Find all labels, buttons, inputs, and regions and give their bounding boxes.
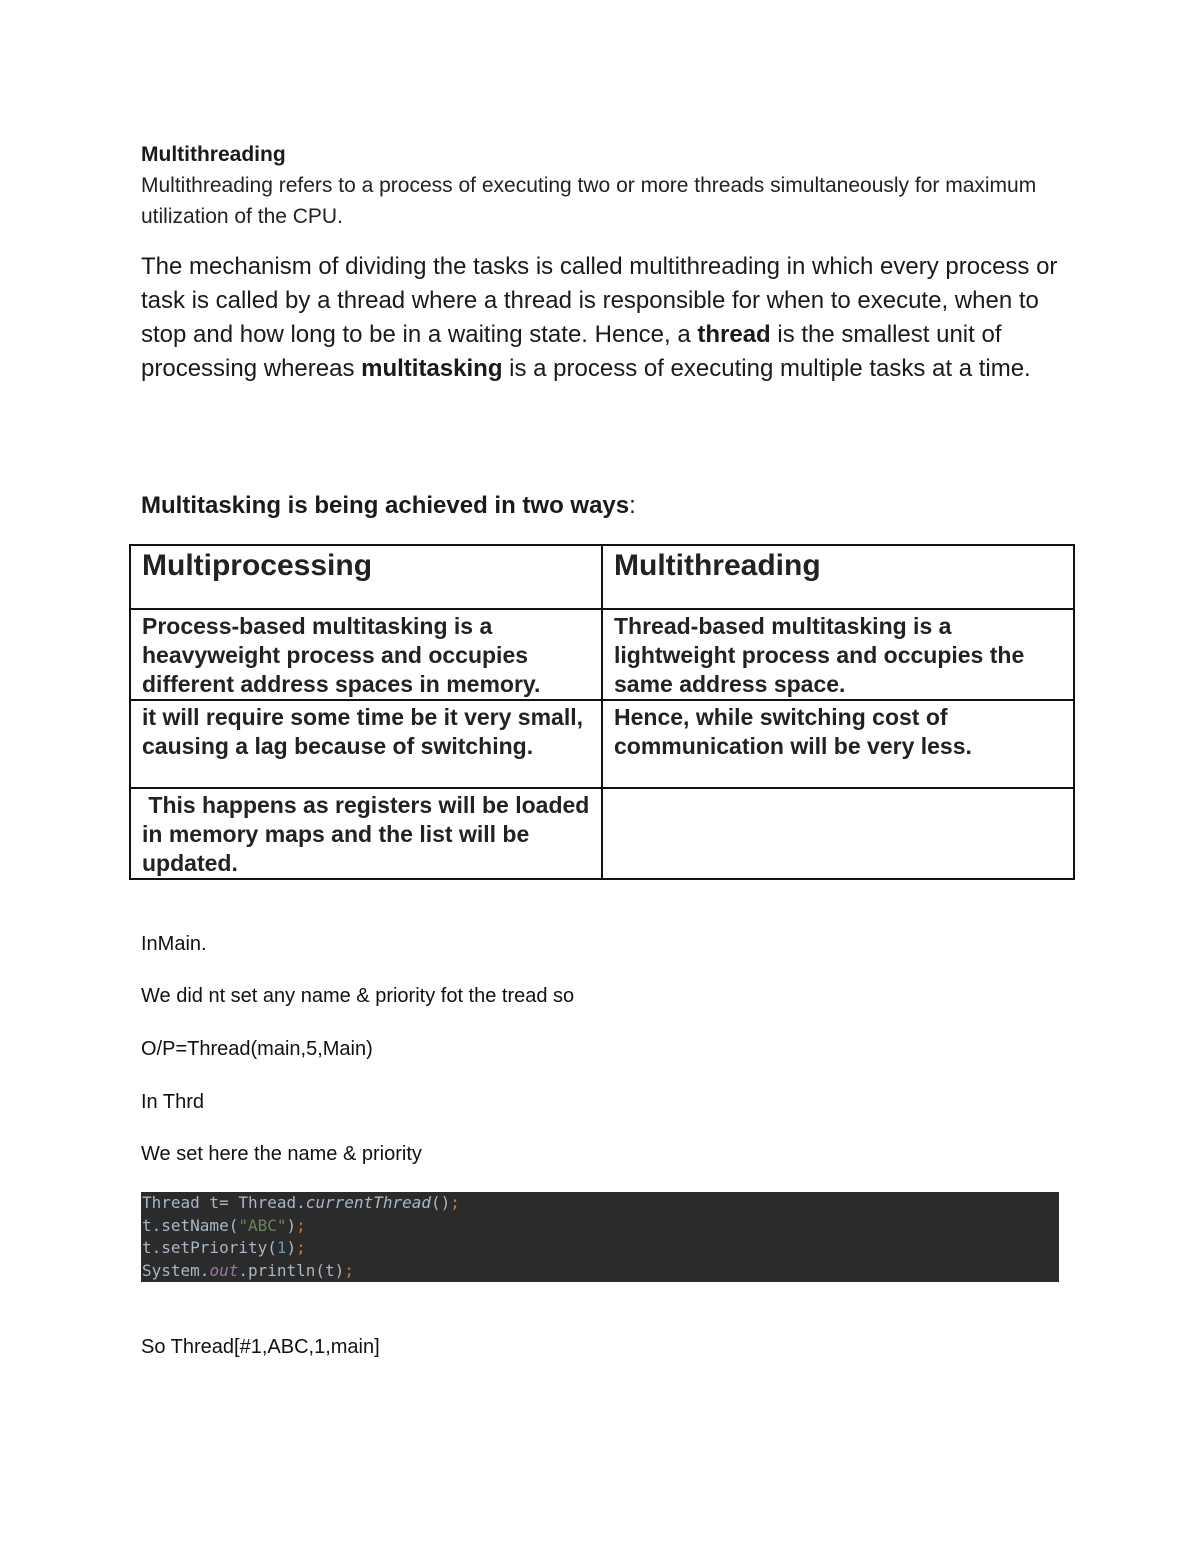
code-token: Thread t= Thread. <box>142 1193 306 1212</box>
intro-paragraph: Multithreading refers to a process of executing two or more threads simultaneously for maximum utilization of the CPU. <box>141 174 1037 228</box>
note-output: O/P=Thread(main,5,Main) <box>141 1038 373 1060</box>
table-row <box>130 609 1074 700</box>
table-cell: Thread-based multitasking is a lightweight process and occupies the same address space. <box>602 609 1074 700</box>
code-line-4 <box>141 1260 1059 1283</box>
code-block <box>141 1192 1059 1282</box>
code-line-1 <box>141 1192 1059 1215</box>
ways-heading <box>141 492 636 520</box>
code-token: t.setPriority( <box>142 1238 277 1257</box>
mechanism-text-1: The mechanism of dividing the tasks is called multithreading in which every process or task is called by a thread where a thread is responsible for when to execute, when to stop and how long to be in a waiting state. Hence, a <box>141 253 1058 348</box>
note-set-name-priority: We set here the name & priority <box>141 1143 422 1165</box>
code-line-3 <box>141 1237 1059 1260</box>
code-token: t.setName( <box>142 1215 239 1235</box>
code-token: 1 <box>276 1238 287 1257</box>
table-header-row <box>130 545 1074 609</box>
note-no-name-priority: We did nt set any name & priority fot the tread so <box>141 985 575 1007</box>
note-in-thrd: In Thrd <box>141 1091 204 1113</box>
code-token: () <box>431 1193 451 1212</box>
note-result: So Thread[#1,ABC,1,main] <box>141 1336 380 1358</box>
mechanism-bold-thread: thread <box>697 321 771 348</box>
mechanism-text-2: is the smallest unit of processing whereas <box>141 321 1002 382</box>
code-token: ; <box>296 1238 306 1257</box>
table-cell: This happens as registers will be loaded in memory maps and the list will be updated. <box>130 788 602 879</box>
code-token: "ABC" <box>238 1215 287 1235</box>
mechanism-text-3: is a process of executing multiple tasks at a time. <box>502 355 1031 382</box>
note-in-main: InMain. <box>141 933 207 955</box>
code-line-2 <box>141 1215 1059 1238</box>
code-token: .println(t) <box>238 1260 345 1280</box>
mechanism-paragraph <box>141 250 1076 386</box>
ways-heading-colon: : <box>629 492 636 519</box>
mechanism-bold-multitasking: multitasking <box>361 355 503 382</box>
table-cell: Process-based multitasking is a heavyweight process and occupies different address spaces in memory. <box>130 609 602 700</box>
code-token: ; <box>296 1215 306 1235</box>
table-cell: it will require some time be it very small, causing a lag because of switching. <box>130 700 602 788</box>
table-cell <box>602 788 1074 879</box>
comparison-table <box>129 544 1075 880</box>
code-token: ; <box>344 1260 354 1280</box>
code-token: ) <box>286 1215 297 1235</box>
code-token: currentThread <box>305 1193 431 1212</box>
code-token: ) <box>286 1238 297 1257</box>
code-token: ; <box>450 1193 460 1212</box>
table-cell: Hence, while switching cost of communication will be very less. <box>602 700 1074 788</box>
table-row <box>130 700 1074 788</box>
document-heading: Multithreading <box>141 143 286 166</box>
code-token: System. <box>142 1260 210 1280</box>
table-header-multiprocessing: Multiprocessing <box>130 545 602 609</box>
table-row <box>130 788 1074 879</box>
table-header-multithreading: Multithreading <box>602 545 1074 609</box>
ways-heading-text: Multitasking is being achieved in two ways <box>141 492 630 519</box>
code-token: out <box>209 1260 239 1280</box>
